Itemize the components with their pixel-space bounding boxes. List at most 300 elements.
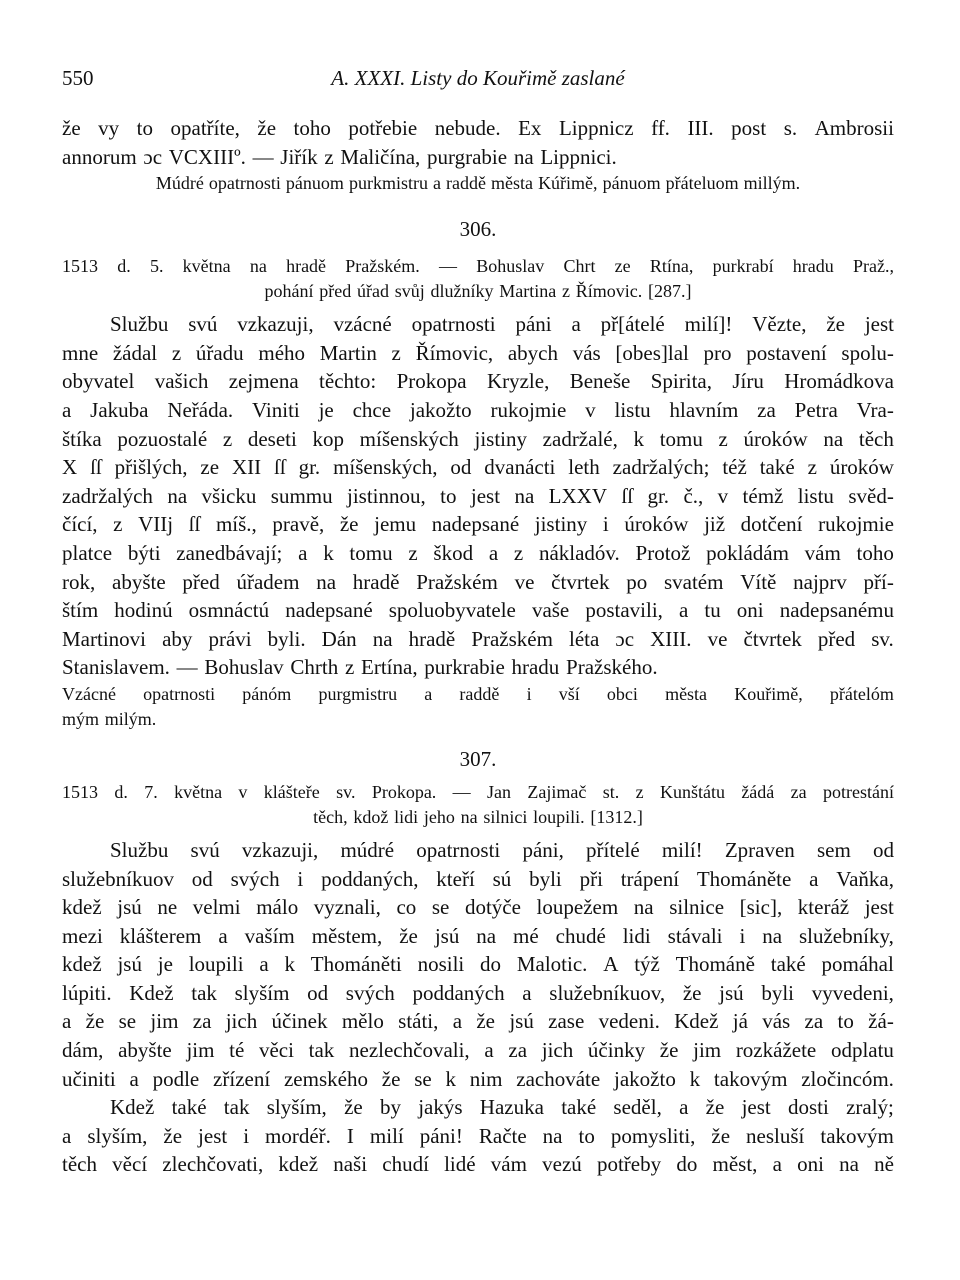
word: nadepsané bbox=[285, 598, 373, 623]
word: měst, bbox=[712, 1152, 758, 1177]
word: účinky bbox=[587, 1038, 646, 1063]
word: hodinú bbox=[114, 598, 173, 623]
word: mým bbox=[62, 708, 100, 729]
word: ſſ bbox=[188, 512, 201, 537]
word: potrestání bbox=[822, 781, 894, 802]
text-line bbox=[62, 1122, 894, 1151]
word: opatrnosti bbox=[416, 837, 501, 862]
word: při bbox=[579, 866, 603, 891]
word: jsú bbox=[434, 923, 460, 948]
word: — bbox=[252, 144, 274, 169]
word: těch bbox=[62, 1152, 97, 1177]
word: že bbox=[85, 1009, 105, 1034]
word: jakožto bbox=[614, 1066, 676, 1091]
word: gr. bbox=[647, 483, 670, 508]
word: spolu- bbox=[841, 340, 894, 365]
word: z bbox=[113, 512, 123, 537]
word: III. bbox=[687, 116, 714, 140]
word: Kdež bbox=[110, 1095, 155, 1120]
word: klášteře bbox=[263, 781, 320, 802]
word: že bbox=[257, 116, 277, 140]
word: úřadem bbox=[236, 569, 300, 594]
word: páni bbox=[515, 312, 552, 337]
word: a bbox=[424, 683, 433, 704]
word: 5. bbox=[149, 256, 164, 277]
word: mne bbox=[62, 340, 99, 365]
word: k bbox=[633, 426, 645, 451]
word: kdež bbox=[278, 1152, 319, 1177]
word: jsú bbox=[719, 980, 744, 1005]
word: oni bbox=[797, 1152, 824, 1177]
word: vás bbox=[762, 1009, 791, 1034]
word: na bbox=[514, 483, 535, 508]
word: Martin bbox=[319, 340, 377, 365]
word: ff. bbox=[651, 116, 670, 140]
word: Vítě bbox=[740, 569, 777, 594]
word: raddě bbox=[446, 173, 486, 194]
word: [287.] bbox=[647, 281, 692, 302]
word: slyším, bbox=[266, 1095, 327, 1120]
word: dám, bbox=[62, 1038, 104, 1063]
word: města bbox=[491, 173, 534, 194]
word: najprv bbox=[793, 569, 847, 594]
word: naši bbox=[333, 1152, 368, 1177]
word: kteráž bbox=[797, 895, 850, 920]
word: jest bbox=[198, 1123, 228, 1148]
running-title: A. XXXI. Listy do Kouřimě zaslané bbox=[331, 66, 625, 90]
word: května bbox=[182, 256, 231, 277]
text-line bbox=[62, 114, 894, 143]
word: věci bbox=[258, 1038, 294, 1063]
word: jakožto bbox=[409, 397, 472, 422]
word: že bbox=[339, 512, 359, 537]
word: stávali bbox=[667, 923, 723, 948]
word: účinek bbox=[271, 1009, 328, 1034]
word: Kunštátu bbox=[659, 781, 725, 802]
word: loupili. bbox=[533, 806, 585, 827]
word: zejmena bbox=[228, 369, 299, 394]
word: vaše bbox=[531, 598, 570, 623]
doc-307-text bbox=[62, 836, 894, 1179]
word: Thománěte bbox=[696, 866, 792, 891]
address-line bbox=[62, 707, 894, 732]
word: potřebie bbox=[348, 116, 418, 140]
word: před bbox=[182, 569, 220, 594]
word: svých bbox=[230, 866, 280, 891]
word: hradě bbox=[286, 256, 327, 277]
word: pomysliti, bbox=[610, 1123, 696, 1148]
word: Pražského. bbox=[566, 655, 658, 680]
word: Službu bbox=[110, 837, 169, 862]
text-line bbox=[62, 950, 894, 979]
word: Kouřimě, bbox=[734, 683, 803, 704]
word: vyvedeni, bbox=[811, 980, 894, 1005]
word: Římovic, bbox=[415, 340, 494, 365]
word: a bbox=[62, 397, 72, 422]
word: se bbox=[414, 1066, 432, 1091]
word: abyšte bbox=[118, 1038, 172, 1063]
address-line bbox=[62, 171, 894, 196]
word: VCXIIIº. bbox=[168, 144, 246, 169]
word: Jan bbox=[487, 781, 512, 802]
word: z bbox=[222, 426, 233, 451]
text-line bbox=[62, 922, 894, 951]
word: Vzácné bbox=[62, 683, 116, 704]
word: ze bbox=[200, 455, 220, 480]
word: že bbox=[705, 1095, 725, 1120]
word: Jíru bbox=[732, 369, 764, 394]
word: ve bbox=[707, 626, 728, 651]
word: k bbox=[284, 952, 295, 977]
word: pří- bbox=[863, 569, 894, 594]
word: Ambrosii bbox=[814, 116, 894, 140]
word: poddaných bbox=[412, 980, 505, 1005]
word: vzkazuji, bbox=[241, 837, 319, 862]
word: z bbox=[344, 655, 355, 680]
word: to bbox=[136, 116, 153, 140]
word: zadržalých bbox=[62, 483, 153, 508]
regest-line bbox=[62, 780, 894, 805]
word: čící, bbox=[62, 512, 98, 537]
word: osmnáctú bbox=[188, 598, 270, 623]
word: také bbox=[759, 455, 795, 480]
word: zase bbox=[548, 1009, 585, 1034]
word: těch bbox=[858, 426, 894, 451]
word: sú bbox=[492, 866, 512, 891]
word: k bbox=[323, 540, 334, 565]
word: z bbox=[324, 144, 334, 169]
word: já bbox=[732, 1009, 748, 1034]
word: annorum bbox=[62, 144, 137, 169]
word: vy bbox=[98, 116, 120, 140]
word: tak bbox=[191, 980, 217, 1005]
word: to bbox=[440, 483, 457, 508]
word: že bbox=[659, 1038, 679, 1063]
word: úroków bbox=[624, 512, 689, 537]
word: toho bbox=[293, 116, 331, 140]
word: s. bbox=[783, 116, 798, 140]
word: vás bbox=[572, 340, 601, 365]
word: i bbox=[602, 512, 609, 537]
word: že bbox=[711, 1123, 731, 1148]
word: Prokopa bbox=[396, 369, 467, 394]
word: k bbox=[445, 1066, 456, 1091]
word: ɔc bbox=[615, 626, 635, 651]
word: na bbox=[460, 806, 478, 827]
word: v bbox=[238, 781, 248, 802]
regest-line bbox=[62, 254, 894, 279]
word: a bbox=[259, 952, 269, 977]
word: těch, bbox=[313, 806, 348, 827]
word: gr. bbox=[298, 455, 321, 480]
word: dosti bbox=[787, 1095, 829, 1120]
word: postavili, bbox=[585, 598, 663, 623]
word: v bbox=[585, 397, 596, 422]
word: a bbox=[772, 1152, 782, 1177]
word: [1312.] bbox=[590, 806, 643, 827]
word: purkrabí bbox=[712, 256, 774, 277]
word: přišlých, bbox=[114, 455, 188, 480]
text-line bbox=[62, 568, 894, 597]
word: kdež bbox=[62, 895, 102, 920]
word: dotýče bbox=[464, 895, 521, 920]
word: míšenských, bbox=[333, 455, 438, 480]
word: žádá bbox=[741, 781, 775, 802]
word: Jiřík bbox=[280, 144, 318, 169]
word: hlavním bbox=[669, 397, 739, 422]
word: Pražském. bbox=[345, 256, 420, 277]
word: na bbox=[167, 483, 188, 508]
word: ɔc bbox=[143, 144, 163, 169]
word: Viniti bbox=[252, 397, 300, 422]
word: zanedbávají; bbox=[176, 540, 283, 565]
word: učiniti bbox=[62, 1066, 116, 1091]
word: č., bbox=[683, 483, 704, 508]
word: Vaňka, bbox=[836, 866, 894, 891]
text-line bbox=[62, 1065, 894, 1094]
word: Maličína, bbox=[340, 144, 421, 169]
word: z bbox=[513, 540, 524, 565]
word: jest bbox=[470, 483, 501, 508]
word: právi bbox=[208, 626, 252, 651]
word: Protož bbox=[635, 540, 691, 565]
word: abych bbox=[507, 340, 558, 365]
word: Kdež bbox=[129, 980, 174, 1005]
word: rukojmie bbox=[490, 397, 567, 422]
word: úřad bbox=[357, 281, 389, 302]
word: hradě bbox=[408, 626, 456, 651]
word: rok, bbox=[62, 569, 96, 594]
word: málo bbox=[256, 895, 299, 920]
doc-305-address bbox=[62, 171, 894, 196]
word: listu bbox=[614, 397, 651, 422]
word: Zajimač bbox=[527, 781, 587, 802]
word: také bbox=[770, 952, 806, 977]
word: pánóm bbox=[242, 683, 292, 704]
word: žádal bbox=[112, 340, 158, 365]
word: všicku bbox=[201, 483, 257, 508]
word: zadržalých; bbox=[612, 455, 710, 480]
text-line bbox=[62, 539, 894, 568]
word: přátelóm bbox=[829, 683, 894, 704]
word: té bbox=[229, 1038, 245, 1063]
word: by bbox=[379, 1095, 401, 1120]
text-line bbox=[62, 893, 894, 922]
word: z bbox=[561, 281, 570, 302]
word: lidi bbox=[622, 923, 651, 948]
word: také bbox=[561, 1095, 597, 1120]
text-line bbox=[62, 510, 894, 539]
word: pokládám bbox=[706, 540, 789, 565]
word: slyším bbox=[234, 980, 290, 1005]
word: potřeby bbox=[596, 1152, 662, 1177]
word: d. bbox=[114, 781, 128, 802]
word: jemu bbox=[374, 512, 417, 537]
word: Vra- bbox=[856, 397, 894, 422]
word: služebníkuov, bbox=[549, 980, 666, 1005]
word: [sic], bbox=[739, 895, 783, 920]
text-line bbox=[62, 979, 894, 1008]
word: kop bbox=[312, 426, 344, 451]
word: svých bbox=[345, 980, 395, 1005]
text-line bbox=[62, 653, 894, 682]
word: jim bbox=[693, 1038, 722, 1063]
word: st. bbox=[602, 781, 620, 802]
word: jistiny bbox=[474, 426, 527, 451]
word: jsú bbox=[509, 1009, 534, 1034]
word: za bbox=[192, 1009, 212, 1034]
word: nákladóv. bbox=[538, 540, 620, 565]
word: opatrnosti bbox=[143, 683, 216, 704]
text-line bbox=[62, 625, 894, 654]
word: Bohuslav bbox=[476, 256, 545, 277]
word: Martinovi bbox=[62, 626, 146, 651]
word: hradu bbox=[792, 256, 834, 277]
regest-line bbox=[62, 805, 894, 830]
word: kteří bbox=[436, 866, 475, 891]
word: z bbox=[408, 540, 418, 565]
word: loupežem bbox=[536, 895, 619, 920]
word: a bbox=[129, 1066, 139, 1091]
word: od bbox=[191, 866, 213, 891]
word: chudé bbox=[555, 923, 606, 948]
word: ſſ bbox=[90, 455, 102, 480]
word: takovým bbox=[713, 1066, 788, 1091]
word: Hromádkova bbox=[784, 369, 894, 394]
word: mezi bbox=[62, 923, 103, 948]
text-line bbox=[62, 1036, 894, 1065]
word: věcí bbox=[112, 1152, 148, 1177]
word: škod bbox=[433, 540, 474, 565]
word: silnici bbox=[483, 806, 528, 827]
word: a bbox=[452, 1009, 463, 1034]
word: svěd- bbox=[848, 483, 894, 508]
word: od bbox=[450, 455, 472, 480]
word: od bbox=[872, 837, 894, 862]
word: Petra bbox=[794, 397, 838, 422]
word: — bbox=[176, 655, 198, 680]
word: Lippnici. bbox=[540, 144, 617, 169]
word: mého bbox=[258, 340, 306, 365]
word: ne bbox=[157, 895, 178, 920]
word: — bbox=[452, 781, 471, 802]
word: Chrth bbox=[290, 655, 339, 680]
word: Zpraven bbox=[724, 837, 795, 862]
word: Thománěti bbox=[310, 952, 402, 977]
word: př[átelé bbox=[600, 312, 665, 337]
word: žá- bbox=[868, 1009, 894, 1034]
word: že bbox=[682, 980, 702, 1005]
address-line bbox=[62, 682, 894, 707]
word: pánuom bbox=[602, 173, 661, 194]
word: dlužníky bbox=[430, 281, 494, 302]
word: ze bbox=[614, 256, 631, 277]
word: vám bbox=[804, 540, 841, 565]
regest-line bbox=[62, 279, 894, 304]
word: lidé bbox=[444, 1152, 476, 1177]
word: raddě bbox=[459, 683, 500, 704]
word: a bbox=[62, 1009, 72, 1034]
word: již bbox=[704, 512, 726, 537]
word: za bbox=[508, 1038, 528, 1063]
word: května bbox=[174, 781, 223, 802]
word: před bbox=[817, 626, 856, 651]
text-line bbox=[62, 396, 894, 425]
word: lúpiti. bbox=[62, 980, 112, 1005]
word: Dán bbox=[321, 626, 357, 651]
word: městem, bbox=[311, 923, 383, 948]
word: milí]! bbox=[684, 312, 733, 337]
word: deseti bbox=[247, 426, 297, 451]
word: v bbox=[717, 483, 729, 508]
word: postavení bbox=[746, 340, 827, 365]
word: ve bbox=[514, 569, 535, 594]
word: oni bbox=[736, 598, 764, 623]
word: jeho bbox=[423, 806, 455, 827]
word: zachováte bbox=[516, 1066, 601, 1091]
text-line bbox=[62, 453, 894, 482]
word: obci bbox=[606, 683, 638, 704]
word: Račte bbox=[478, 1123, 527, 1148]
word: po bbox=[626, 569, 648, 594]
word: i bbox=[297, 866, 304, 891]
word: post bbox=[731, 116, 767, 140]
word: zralý; bbox=[846, 1095, 894, 1120]
word: vzkazuji, bbox=[237, 312, 314, 337]
word: na bbox=[823, 426, 844, 451]
word: vašich bbox=[154, 369, 209, 394]
word: že bbox=[344, 1095, 363, 1120]
word: jich bbox=[541, 1038, 574, 1063]
word: silnice bbox=[669, 895, 725, 920]
word: a bbox=[432, 173, 441, 194]
word: X bbox=[62, 455, 78, 480]
word: a bbox=[484, 1038, 494, 1063]
word: 1513 bbox=[62, 781, 98, 802]
word: vám bbox=[490, 1152, 527, 1177]
word: na bbox=[762, 923, 783, 948]
word: z bbox=[391, 340, 401, 365]
word: též bbox=[722, 455, 747, 480]
word: léta bbox=[569, 626, 600, 651]
word: listu bbox=[797, 483, 834, 508]
word: zločincóm. bbox=[801, 1066, 894, 1091]
word: dotčení bbox=[740, 512, 803, 537]
word: purgrabie bbox=[427, 144, 508, 169]
word: svú bbox=[188, 312, 218, 337]
word: zřízení bbox=[213, 1066, 271, 1091]
word: nebude. bbox=[434, 116, 501, 140]
word: kdož bbox=[353, 806, 389, 827]
word: úřadu bbox=[195, 340, 244, 365]
word: že bbox=[476, 1009, 495, 1034]
word: z bbox=[635, 781, 644, 802]
word: lidi bbox=[394, 806, 419, 827]
word: Neřáda. bbox=[167, 397, 234, 422]
word: to bbox=[837, 1009, 854, 1034]
text-line bbox=[62, 596, 894, 625]
word: z bbox=[171, 340, 182, 365]
word: milí bbox=[369, 1123, 404, 1148]
word: úroków bbox=[829, 455, 894, 480]
word: mé bbox=[513, 923, 539, 948]
word: — bbox=[438, 256, 457, 277]
doc-306-text bbox=[62, 310, 894, 682]
word: a bbox=[298, 540, 308, 565]
word: jistiny bbox=[534, 512, 588, 537]
word: Rtína, bbox=[649, 256, 694, 277]
word: že bbox=[381, 1066, 401, 1091]
